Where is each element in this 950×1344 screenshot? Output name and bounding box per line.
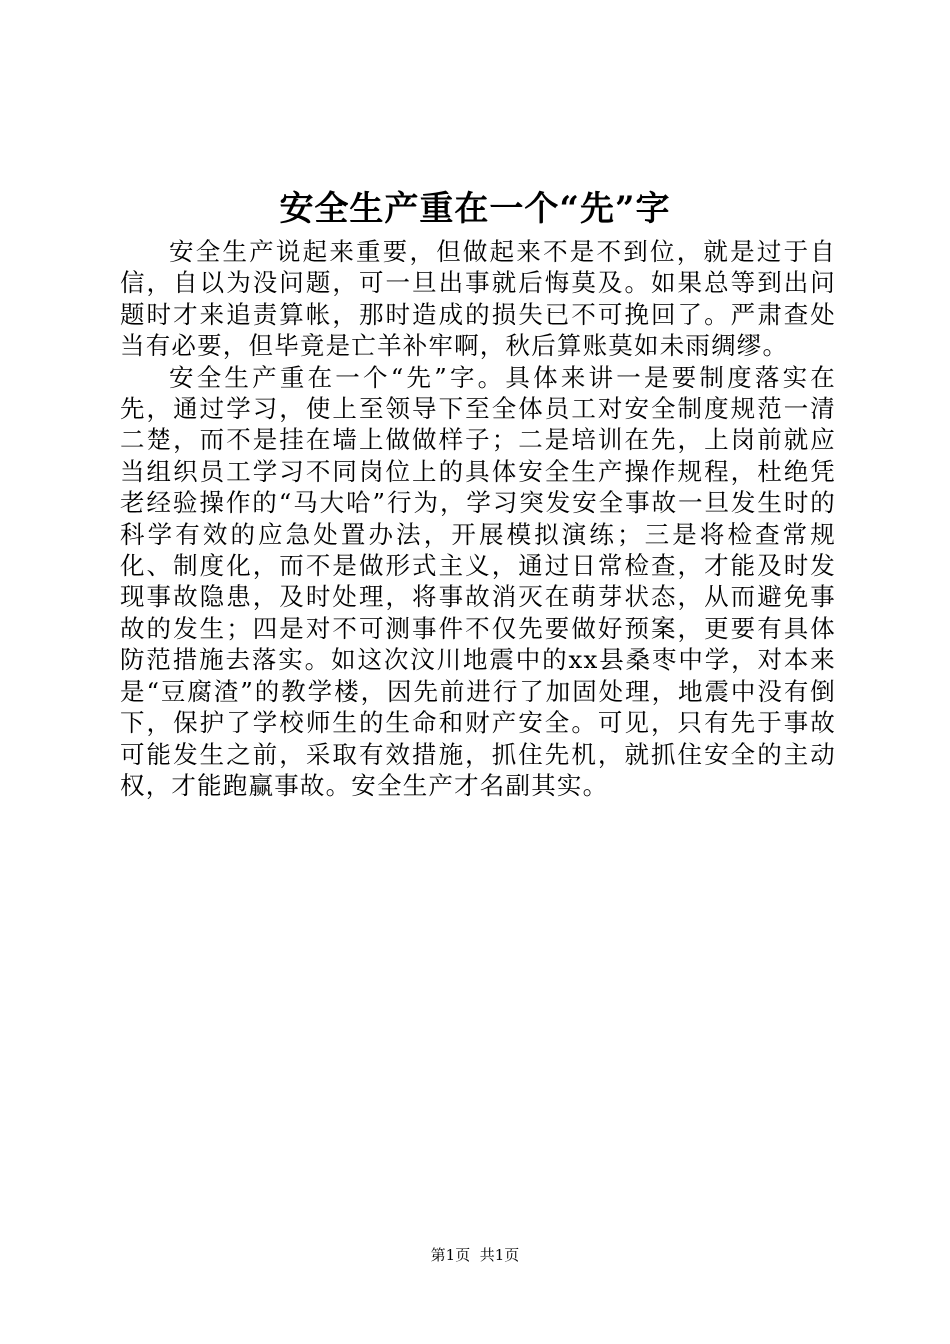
document-title: 安全生产重在一个“先”字	[279, 189, 671, 229]
paragraph: 安全生产说起来重要，但做起来不是不到位，就是过于自信，自以为没问题，可一旦出事就后悔莫及。如果总等到出问题时才来追责算帐，那时造成的损失已不可挽回了。严肃查处当有必要，但毕竟是亡羊补牢啊，秋后算账莫如未雨绸缪。	[120, 237, 836, 361]
page-total: 共1页	[479, 1246, 520, 1264]
page-footer	[0, 1245, 950, 1265]
page-number: 第1页	[430, 1246, 471, 1264]
document-body	[120, 236, 836, 801]
paragraph: 安全生产重在一个“先”字。具体来讲一是要制度落实在先，通过学习，使上至领导下至全体员工对安全制度规范一清二楚，而不是挂在墙上做做样子；二是培训在先，上岗前就应当组织员工学习不同岗位上的具体安全生产操作规程，杜绝凭老经验操作的“马大哈”行为，学习突发安全事故一旦发生时的科学有效的应急处置办法，开展模拟演练；三是将检查常规化、制度化，而不是做形式主义，通过日常检查，才能及时发现事故隐患，及时处理，将事故消灭在萌芽状态，从而避免事故的发生；四是对不可测事件不仅先要做好预案，更要有具体防范措施去落实。如这次汶川地震中的xx县桑枣中学，对本来是“豆腐渣”的教学楼，因先前进行了加固处理，地震中没有倒下，保护了学校师生的生命和财产安全。可见，只有先于事故可能发生之前，采取有效措施，抓住先机，就抓住安全的主动权，才能跑赢事故。安全生产才名副其实。	[120, 362, 836, 800]
